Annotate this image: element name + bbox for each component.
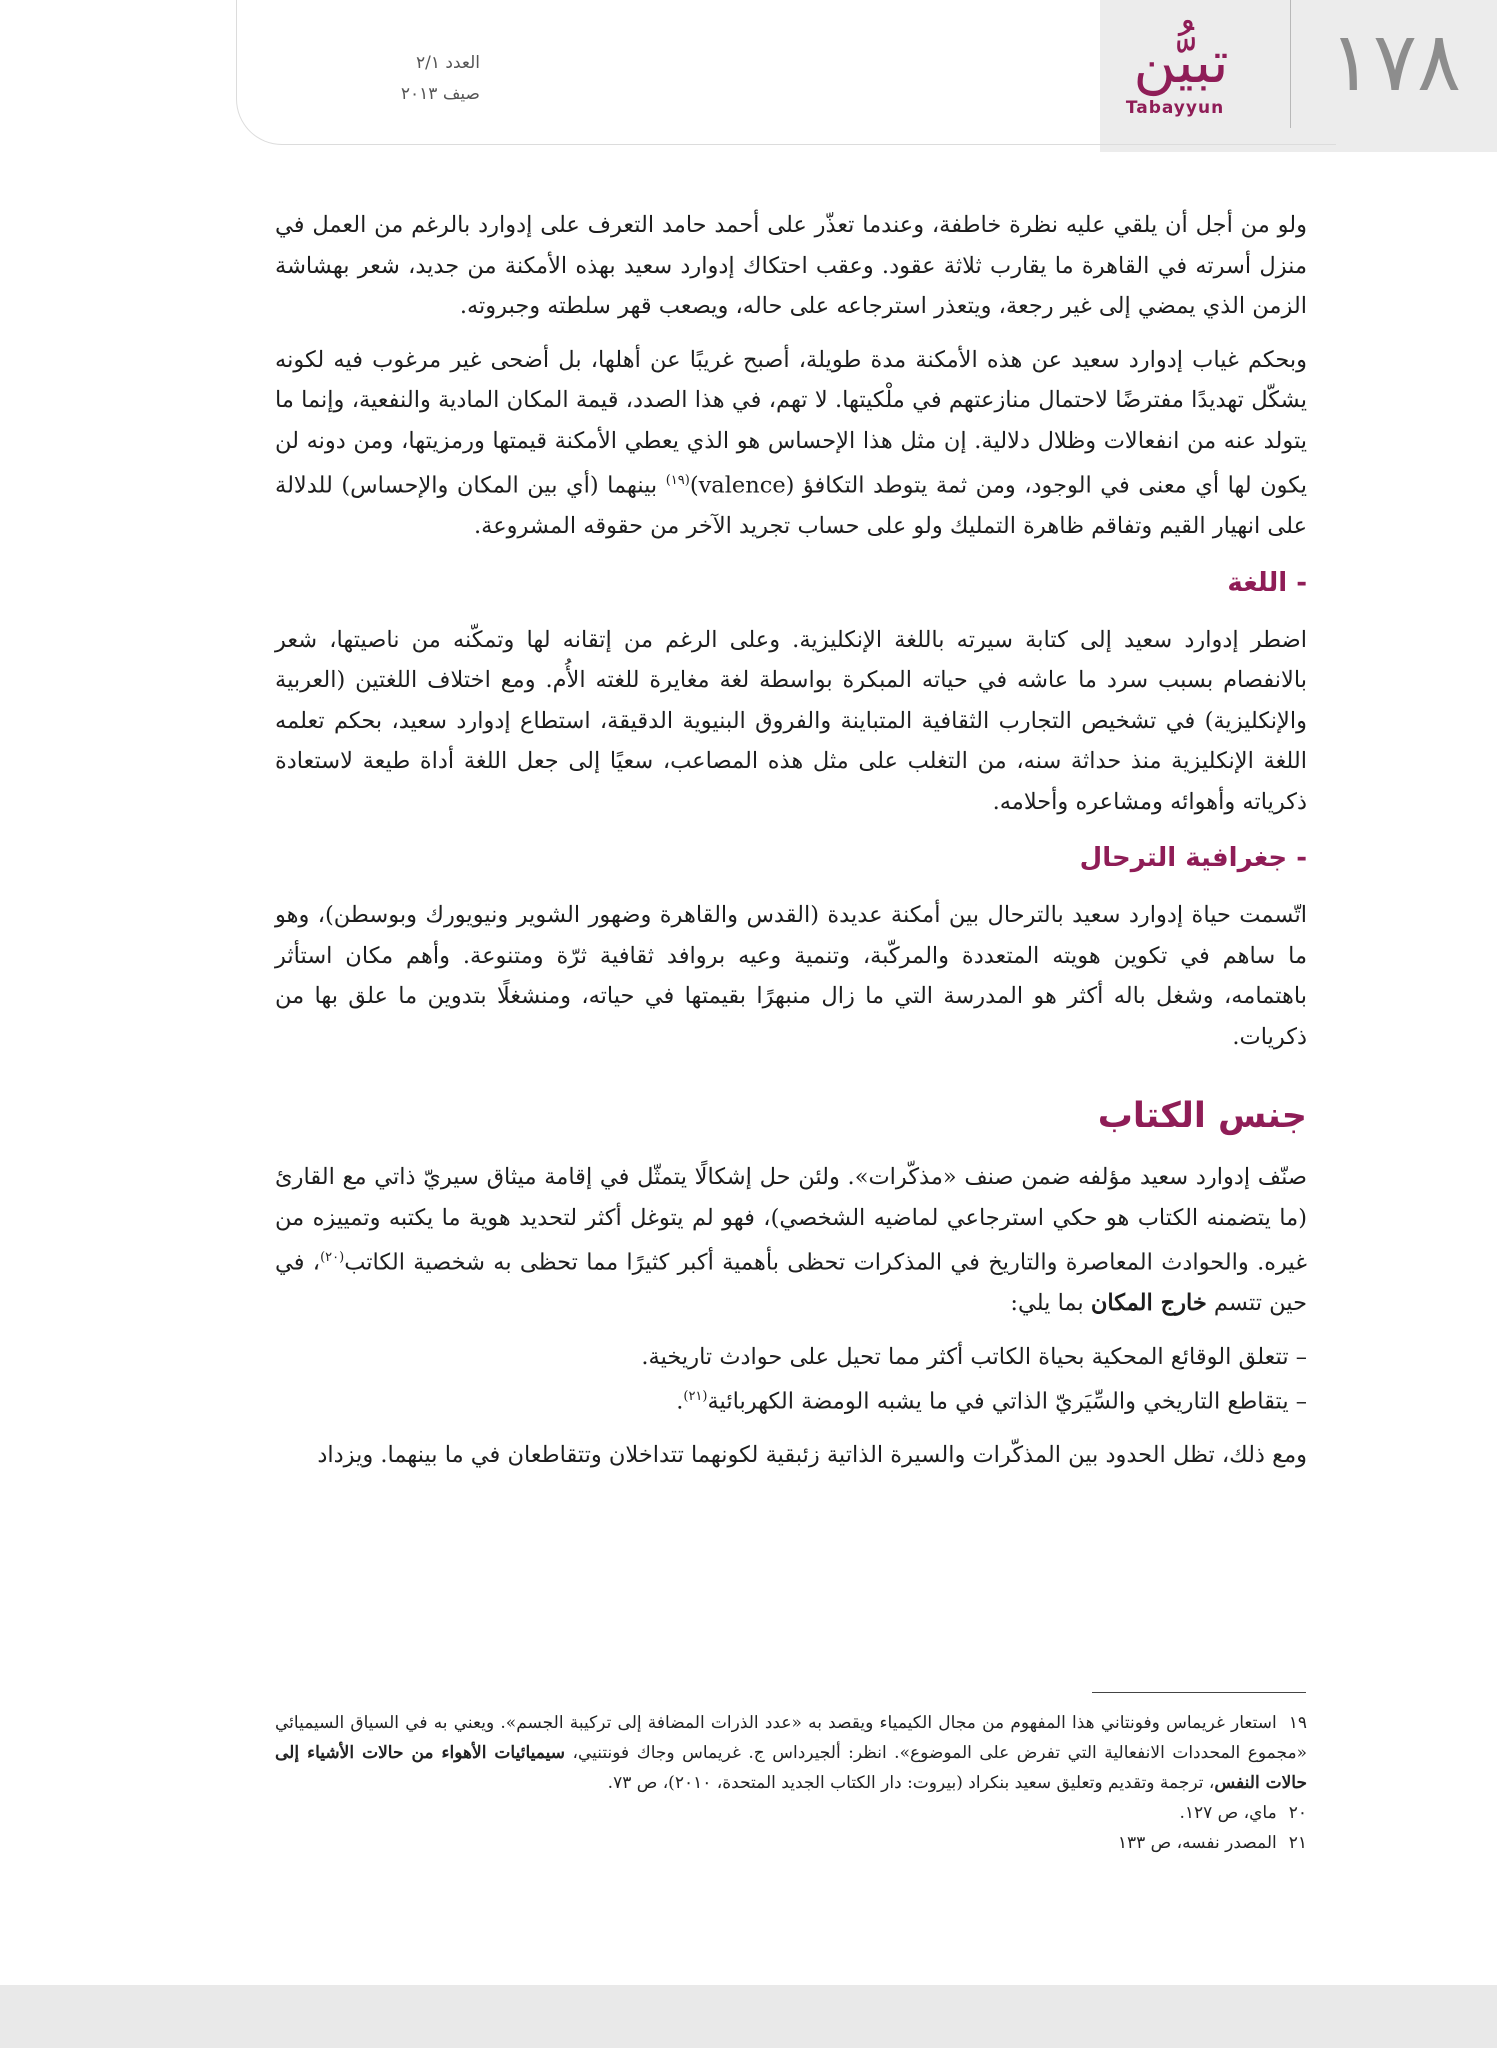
footnote-number: ١٩ — [1288, 1713, 1307, 1733]
header-divider — [1290, 0, 1291, 128]
paragraph: ومع ذلك، تظل الحدود بين المذكّرات والسيرة الذاتية زئبقية لكونهما تتداخلان وتتقاطعان في ما بينهما. ويزداد — [317, 1442, 1307, 1468]
logo-latin-text: Tabayyun — [1125, 98, 1225, 118]
list-item: – يتقاطع التاريخي والسِّيَريّ الذاتي في ما يشبه الومضة الكهربائية$^{(٢١)}$. — [676, 1388, 1307, 1415]
issue-number: العدد ٢/١ — [415, 53, 480, 73]
logo-arabic-text: تبيُّن — [1133, 28, 1229, 96]
page-number: ١٧٨ — [1328, 15, 1462, 110]
section-heading-genre: جنس الكتاب — [1097, 1096, 1307, 1136]
article-body — [275, 205, 1307, 1489]
paragraph: وبحكم غياب إدوارد سعيد عن هذه الأمكنة مدة طويلة، أصبح غريبًا عن أهلها، بل أضحى غير مرغوب فيه لكونه يشكّل تهديدًا مفترضًا لاحتمال منازعتهم في ملْكيتها. لا تهم، في هذا الصدد، قيمة المكان المادية والنفعية، وإنما ما يتولد عنه من انفعالات وظلال دلالية. إن مثل هذا الإحساس هو الذي يعطي الأمكنة قيمتها ورمزيتها، ومن دونه لن يكون لها أي معنى في الوجود، ومن ثمة يتوطد التكافؤ (valence)$^{(١٩)}$ بينهما (أي بين المكان والإحساس) للدلالة على انهيار القيم وتفاقم ظاهرة التمليك ولو على حساب تجريد الآخر من حقوقه المشروعة. — [275, 346, 1307, 539]
journal-logo — [1086, 22, 1276, 132]
footnote-separator — [1092, 1692, 1306, 1693]
section-heading-geography: - جغرافية الترحال — [1079, 843, 1307, 873]
issue-season: صيف ٢٠١٣ — [400, 84, 480, 104]
paragraph: صنّف إدوارد سعيد مؤلفه ضمن صنف «مذكّرات». ولئن حل إشكالًا يتمثّل في إقامة ميثاق سيريّ ذاتي مع القارئ (ما يتضمنه الكتاب هو حكي استرجاعي لماضيه الشخصي)، فهو لم يتوغل أكثر لتحديد هوية ما يكتبه وتمييزه من غيره. والحوادث المعاصرة والتاريخ في المذكرات تحظى بأهمية أكبر كثيرًا مما تحظى به شخصية الكاتب$^{(٢٠)}$، في حين تتسم خارج المكان بما يلي: — [275, 1164, 1307, 1316]
paragraph: ولو من أجل أن يلقي عليه نظرة خاطفة، وعندما تعذّر على أحمد حامد التعرف على إدوارد بالرغم من العمل في منزل أسرته في القاهرة ما يقارب ثلاثة عقود. وعقب احتكاك إدوارد سعيد بهذه الأمكنة من جديد، شعر بهشاشة الزمن الذي يمضي إلى غير رجعة، ويتعذر استرجاعه على حاله، ويصعب قهر سلطته وجبروته. — [275, 212, 1307, 319]
paragraph: اضطر إدوارد سعيد إلى كتابة سيرته باللغة الإنكليزية. وعلى الرغم من إتقانه لها وتمكّنه من ناصيتها، شعر بالانفصام بسبب سرد ما عاشه في حياته المبكرة بواسطة لغة مغايرة للغته الأُم. ومع اختلاف اللغتين (العربية والإنكليزية) في تشخيص التجارب الثقافية المتباينة والفروق البنيوية الدقيقة، استطاع إدوارد سعيد، بحكم تعلمه اللغة الإنكليزية منذ حداثة سنه، من التغلب على مثل هذه المصاعب، سعيًا إلى جعل اللغة أداة طيعة لاستعادة ذكرياته وأهوائه ومشاعره وأحلامه. — [275, 626, 1307, 815]
footnotes — [275, 1708, 1307, 1858]
footnote-19: ١٩استعار غريماس وفونتاني هذا المفهوم من مجال الكيمياء ويقصد به «عدد الذرات المضافة إلى تركيبة الجسم». ويعني به في السياق السيميائي «مجموع المحددات الانفعالية التي تفرض على الموضوع». انظر: ألجيرداس ج. غريماس وجاك فونتنيي، سيميائيات الأهواء من حالات الأشياء إلى حالات النفس، ترجمة وتقديم وتعليق سعيد بنكراد (بيروت: دار الكتاب الجديد المتحدة، ٢٠١٠)، ص ٧٣. — [275, 1708, 1307, 1798]
footnote-number: ٢١ — [1288, 1833, 1307, 1853]
paragraph: اتّسمت حياة إدوارد سعيد بالترحال بين أمكنة عديدة (القدس والقاهرة وضهور الشوير ونيويورك وبوسطن)، وهو ما ساهم في تكوين هويته المتعددة والمركّبة، وتنمية وعيه بروافد ثقافية ثرّة ومتنوعة. وأهم مكان استأثر باهتمامه، وشغل باله أكثر هو المدرسة التي ما زال منبهرًا بقيمتها في حياته، ومنشغلًا بتدوين ما علق بها من ذكريات. — [275, 902, 1307, 1050]
footnote-ref[interactable]: (٢٠) — [320, 1250, 345, 1265]
footnote-20: ٢٠ماي، ص ١٢٧. — [275, 1798, 1307, 1828]
footnote-21: ٢١المصدر نفسه، ص ١٣٣ — [275, 1828, 1307, 1858]
issue-info — [240, 48, 480, 110]
bullet-list — [275, 1337, 1307, 1423]
section-heading-language: - اللغة — [1227, 567, 1307, 598]
footnote-number: ٢٠ — [1288, 1803, 1307, 1823]
footnote-ref[interactable]: (٢١) — [683, 1389, 708, 1404]
book-title: خارج المكان — [1090, 1290, 1207, 1316]
list-item: – تتعلق الوقائع المحكية بحياة الكاتب أكثر مما تحيل على حوادث تاريخية. — [641, 1343, 1307, 1370]
footnote-ref[interactable]: (١٩) — [665, 473, 690, 488]
page-bottom-band — [0, 1985, 1497, 2048]
